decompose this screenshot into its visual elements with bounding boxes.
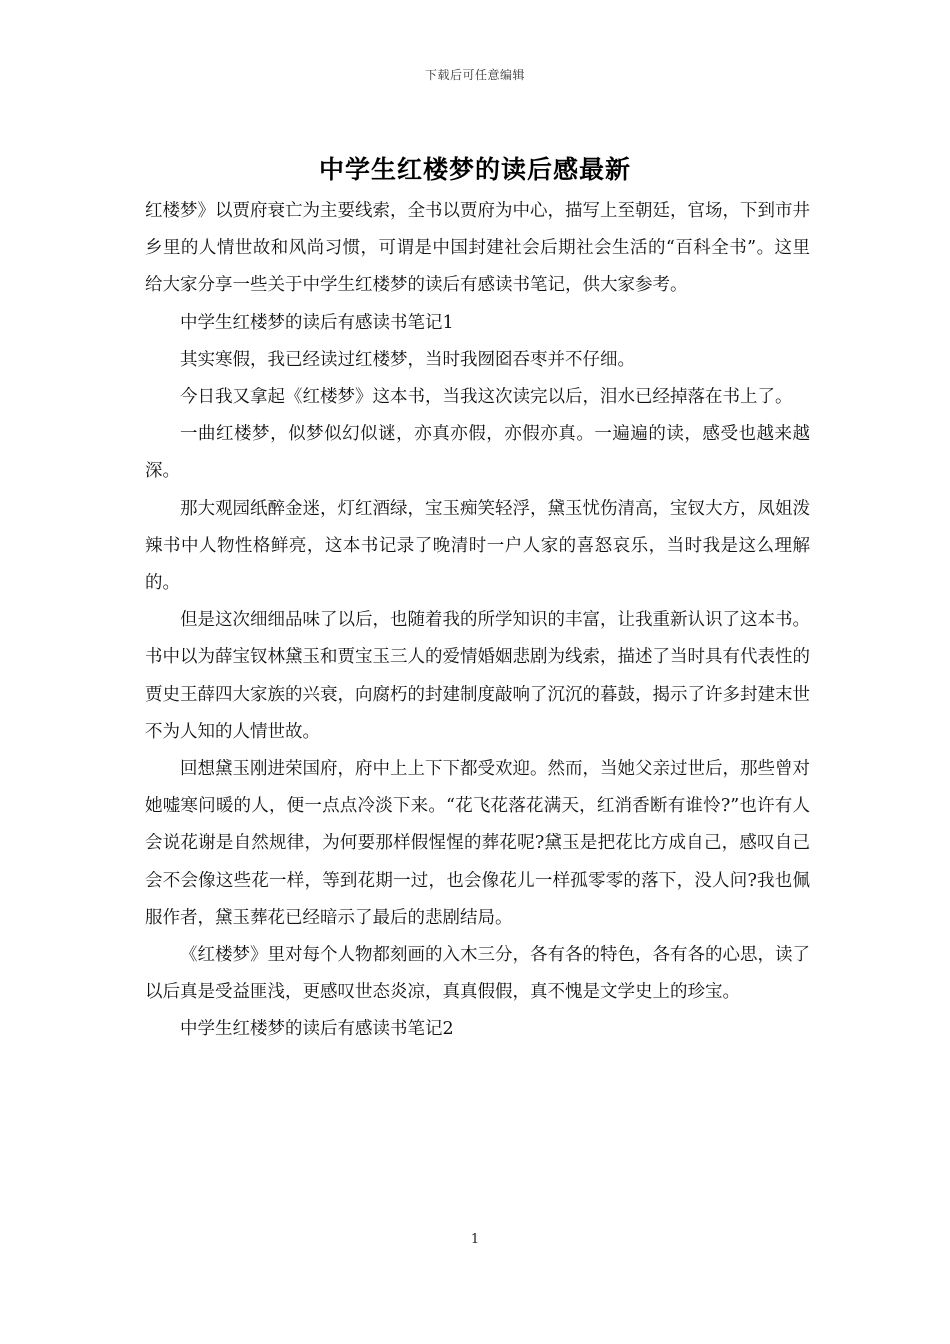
header-note: 下载后可任意编辑 [424,68,525,82]
paragraph: 一曲红楼梦，似梦似幻似谜，亦真亦假，亦假亦真。一遍遍的读，感受也越来越深。 [145,424,810,482]
page-number: 1 [470,1232,480,1247]
paragraph: 今日我又拿起《红楼梦》这本书，当我这次读完以后，泪水已经掉落在书上了。 [180,387,793,408]
paragraph: 那大观园纸醉金迷，灯红酒绿，宝玉痴笑轻浮，黛玉忧伤清高，宝钗大方，凤姐泼辣书中人物性格鲜亮，这本书记录了晚清时一户人家的喜怒哀乐，当时我是这么理解的。 [145,498,810,594]
paragraph: 其实寒假，我已经读过红楼梦，当时我囫囵吞枣并不仔细。 [180,349,635,370]
paragraph: 但是这次细细品味了以后，也随着我的所学知识的丰富，让我重新认识了这本书。书中以为薛宝钗林黛玉和贾宝玉三人的爱情婚姻悲剧为线索，描述了当时具有代表性的贾史王薛四大家族的兴衰，向腐朽的封建制度敲响了沉沉的暮鼓，揭示了许多封建末世不为人知的人情世故。 [145,610,810,742]
paragraph: 《红楼梦》里对每个人物都刻画的入木三分，各有各的特色，各有各的心思，读了以后真是受益匪浅，更感叹世态炎凉，真真假假，真不愧是文学史上的珍宝。 [145,945,810,1003]
document-title: 中学生红楼梦的读后感最新 [318,155,631,184]
section-heading-2: 中学生红楼梦的读后有感读书笔记2 [180,1019,454,1040]
document-body [145,193,810,1049]
section-heading-1: 中学生红楼梦的读后有感读书笔记1 [180,312,454,333]
paragraph-intro: 红楼梦》以贾府衰亡为主要线索，全书以贾府为中心，描写上至朝廷，官场，下到市井乡里的人情世故和风尚习惯，可谓是中国封建社会后期社会生活的“百科全书”。这里给大家分享一些关于中学生红楼梦的读后有感读书笔记，供大家参考。 [145,201,810,296]
paragraph: 回想黛玉刚进荣国府，府中上上下下都受欢迎。然而，当她父亲过世后，那些曾对她嘘寒问暖的人，便一点点冷淡下来。“花飞花落花满天，红消香断有谁怜?”也许有人会说花谢是自然规律，为何要那样假惺惺的葬花呢?黛玉是把花比方成自己，感叹自己会不会像这些花一样，等到花期一过，也会像花儿一样孤零零的落下，没人问?我也佩服作者，黛玉葬花已经暗示了最后的悲剧结局。 [145,759,810,928]
